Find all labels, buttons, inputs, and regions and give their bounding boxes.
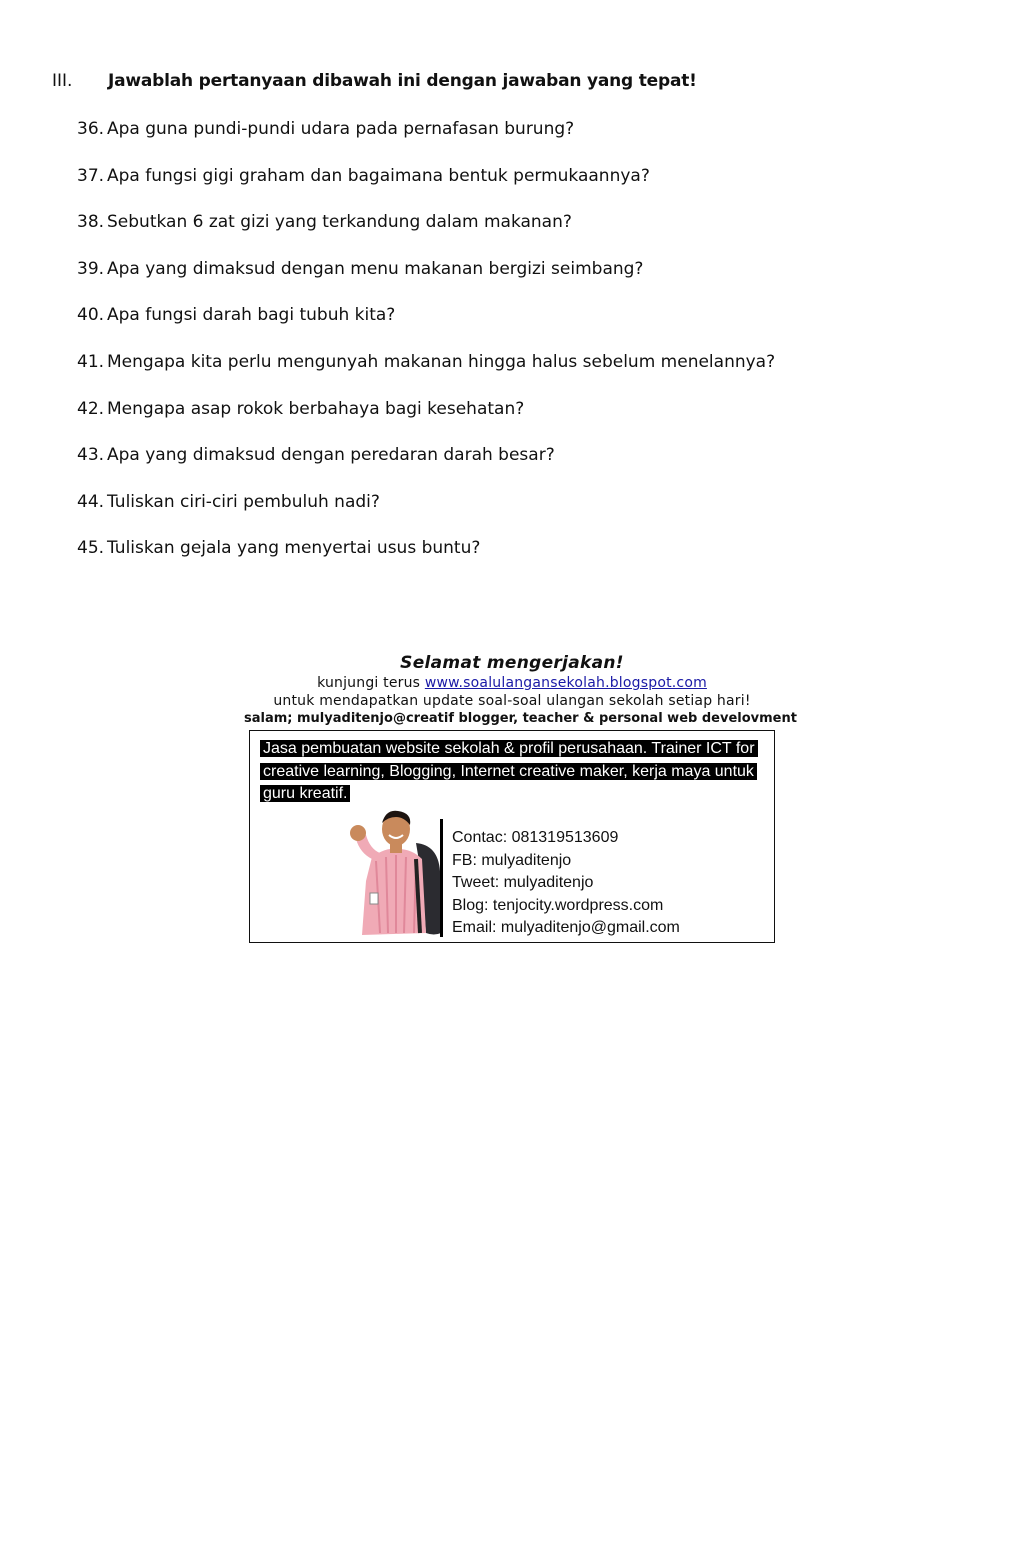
question-item [77, 258, 775, 305]
promo-box [249, 730, 775, 943]
question-item [77, 537, 775, 584]
question-text: Mengapa kita perlu mengunyah makanan hingga halus sebelum menelannya? [107, 351, 776, 372]
contact-twitter: Tweet: mulyaditenjo [452, 874, 594, 891]
person-photo [346, 809, 444, 937]
question-text: Apa fungsi darah bagi tubuh kita? [107, 305, 396, 326]
question-item [77, 211, 775, 258]
question-number: 40. [77, 305, 105, 326]
question-text: Tuliskan ciri-ciri pembuluh nadi? [107, 491, 380, 512]
question-number: 45. [77, 538, 105, 559]
contact-facebook: FB: mulyaditenjo [452, 851, 572, 869]
question-text: Apa guna pundi-pundi udara pada pernafasan burung? [107, 119, 575, 139]
salam-text: salam; mulyaditenjo@creatif blogger, teacher & personal web develovment [244, 711, 797, 726]
promo-banner [260, 738, 766, 806]
question-number: 36. [77, 119, 105, 139]
question-item [77, 351, 775, 398]
question-item [77, 304, 775, 351]
question-text: Tuliskan gejala yang menyertai usus buntu? [107, 538, 481, 559]
question-text: Apa fungsi gigi graham dan bagaimana bentuk permukaannya? [107, 165, 650, 186]
vertical-divider [440, 819, 443, 937]
question-number: 43. [77, 445, 105, 466]
question-item [77, 444, 775, 491]
question-number: 38. [77, 212, 105, 233]
section-number: III. [52, 71, 73, 91]
visit-line [244, 674, 780, 692]
question-text: Mengapa asap rokok berbahaya bagi kesehatan? [107, 398, 525, 419]
question-item [77, 398, 775, 445]
question-item [77, 491, 775, 538]
section-heading [52, 71, 697, 91]
question-number: 41. [77, 351, 105, 372]
contact-blog: Blog: tenjocity.wordpress.com [452, 896, 664, 914]
footer [244, 652, 797, 728]
section-instruction: Jawablah pertanyaan dibawah ini dengan jawaban yang tepat! [108, 71, 697, 91]
question-item [77, 165, 775, 212]
question-number: 44. [77, 491, 105, 512]
visit-prefix: kunjungi terus [317, 675, 421, 691]
promo-banner-text: Jasa pembuatan website sekolah & profil perusahaan. Trainer ICT for creative learning, Blogging, Internet creative maker, kerja maya untuk guru kreatif. [260, 740, 758, 802]
question-number: 42. [77, 398, 105, 419]
question-item [77, 118, 775, 165]
update-text: untuk mendapatkan update soal-soal ulangan sekolah setiap hari! [273, 693, 751, 709]
question-list [77, 118, 775, 584]
question-number: 37. [77, 165, 105, 186]
question-text: Sebutkan 6 zat gizi yang terkandung dalam makanan? [107, 212, 572, 233]
greeting-text: Selamat mengerjakan! [400, 653, 624, 673]
question-text: Apa yang dimaksud dengan menu makanan bergizi seimbang? [107, 258, 644, 279]
site-link[interactable]: www.soalulangansekolah.blogspot.com [424, 675, 707, 691]
question-text: Apa yang dimaksud dengan peredaran darah besar? [107, 445, 555, 466]
contact-email: Email: mulyaditenjo@gmail.com [452, 919, 680, 936]
question-number: 39. [77, 258, 105, 279]
contact-phone: Contac: 081319513609 [452, 829, 619, 846]
contact-list [452, 827, 680, 940]
